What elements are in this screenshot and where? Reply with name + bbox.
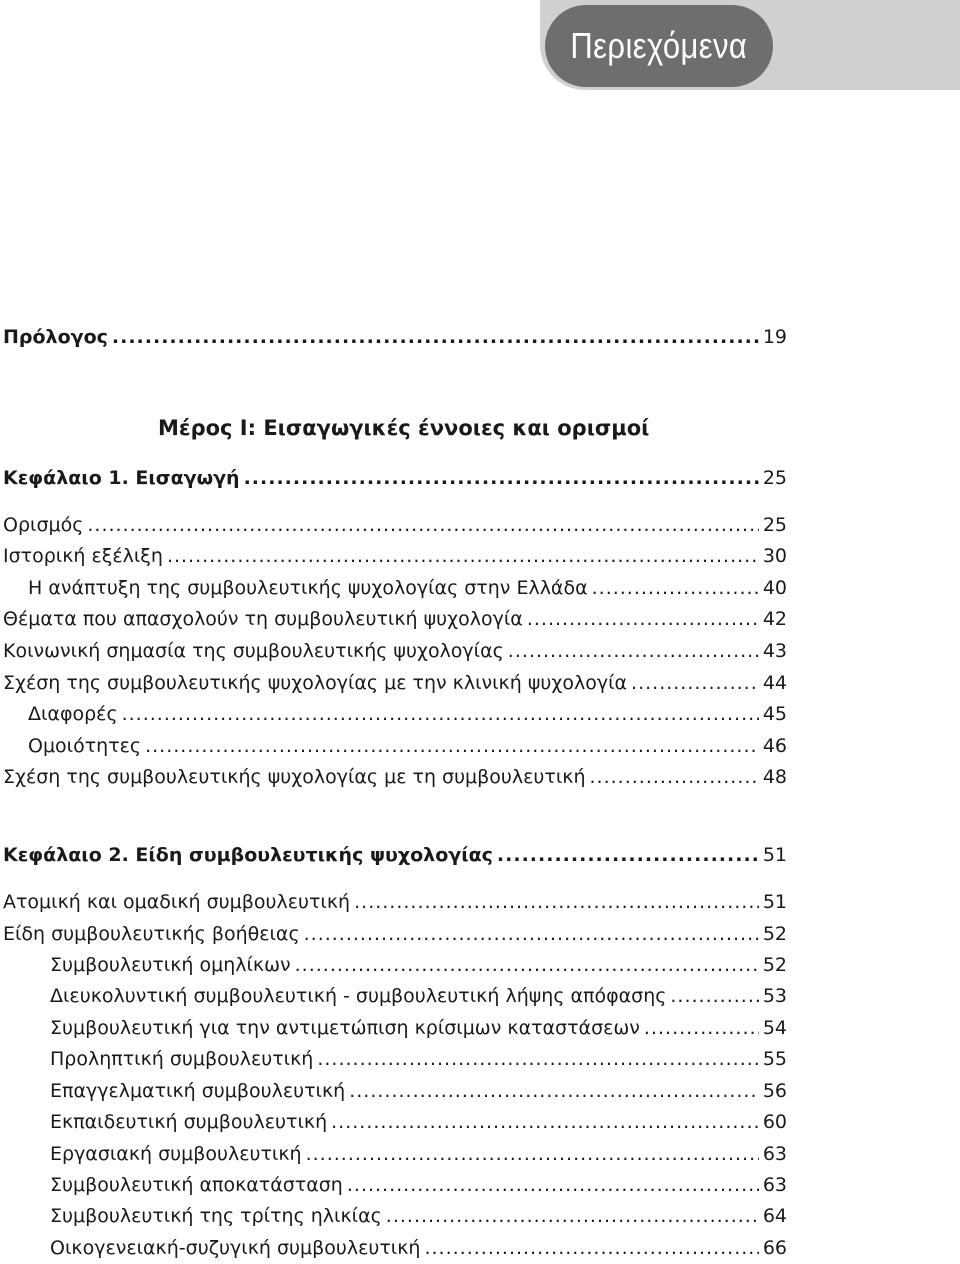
toc-entry[interactable]	[0, 635, 787, 667]
toc-entry[interactable]	[0, 698, 787, 730]
toc-leader	[354, 886, 759, 918]
toc-entry-page: 63	[762, 1143, 787, 1165]
toc-leader	[508, 635, 759, 667]
toc-leader	[317, 1043, 758, 1075]
toc-entry-page: 30	[762, 545, 787, 567]
toc-entry-label: Διαφορές	[28, 703, 118, 725]
toc-leader	[87, 509, 758, 541]
toc-entry-page: 45	[762, 703, 787, 725]
toc-entry-label: Σχέση της συμβουλευτικής ψυχολογίας με την κλινική ψυχολογία	[3, 672, 628, 694]
toc-entry[interactable]	[0, 1075, 787, 1107]
toc-chapter-1[interactable]	[0, 462, 787, 494]
toc-entry[interactable]	[0, 603, 787, 635]
toc-entry[interactable]	[0, 509, 787, 541]
toc-chapter-2[interactable]	[0, 839, 787, 871]
toc-entry[interactable]	[0, 980, 787, 1012]
page-title: Περιεχόμενα	[570, 25, 748, 66]
toc-entry-label: Ορισμός	[3, 514, 84, 536]
toc-entry-page: 56	[762, 1080, 787, 1102]
toc-entry-page: 42	[762, 608, 787, 630]
toc-entry-label: Ατομική και ομαδική συμβουλευτική	[3, 891, 351, 913]
toc-entry[interactable]	[0, 1138, 787, 1170]
toc-entry-page: 48	[762, 766, 787, 788]
toc-entry-label: Είδη συμβουλευτικής βοήθειας	[3, 923, 300, 945]
toc-entry-label: Επαγγελματική συμβουλευτική	[50, 1080, 346, 1102]
toc-entry-page: 46	[762, 735, 787, 757]
toc-entry-label: Η ανάπτυξη της συμβουλευτικής ψυχολογίας στην Ελλάδα	[28, 577, 588, 599]
toc-leader	[167, 540, 759, 572]
toc-leader	[590, 761, 759, 793]
toc-leader	[592, 572, 759, 604]
toc-entry-label: Οικογενειακή-συζυγική συμβουλευτική	[50, 1237, 421, 1259]
toc-entry-page: 53	[762, 985, 787, 1007]
toc-leader	[386, 1200, 759, 1232]
toc-leader	[349, 1075, 759, 1107]
toc-entry[interactable]	[0, 1012, 787, 1044]
toc-entry[interactable]	[0, 918, 787, 950]
toc-entry[interactable]	[0, 949, 787, 981]
toc-entry-page: 51	[762, 844, 787, 866]
toc-entry-label: Συμβουλευτική ομηλίκων	[50, 954, 291, 976]
toc-entry-page: 60	[762, 1111, 787, 1133]
toc-entry-label: Συμβουλευτική της τρίτης ηλικίας	[50, 1205, 382, 1227]
toc-entry-page: 63	[762, 1174, 787, 1196]
toc-entry-page: 44	[762, 672, 787, 694]
header-pill	[545, 5, 773, 87]
toc-entry[interactable]	[0, 667, 787, 699]
toc-entry-label: Ιστορική εξέλιξη	[3, 545, 163, 567]
toc-entry[interactable]	[0, 730, 787, 762]
toc-entry-page: 19	[762, 326, 787, 348]
toc-entry-page: 25	[762, 514, 787, 536]
toc-entry-label: Θέματα που απασχολούν τη συμβουλευτική ψυχολογία	[3, 608, 523, 630]
toc-leader	[112, 321, 759, 353]
toc-chapter-title: Κεφάλαιο 2. Είδη συμβουλευτικής ψυχολογίας	[3, 844, 493, 866]
toc-entry[interactable]	[0, 761, 787, 793]
toc-entry-label: Διευκολυντική συμβουλευτική - συμβουλευτική λήψης απόφασης	[50, 985, 667, 1007]
toc-entry-label: Σχέση της συμβουλευτικής ψυχολογίας με τη συμβουλευτική	[3, 766, 586, 788]
toc-entry-page: 55	[762, 1048, 787, 1070]
toc-entry[interactable]	[0, 886, 787, 918]
toc-entry-label: Πρόλογος	[3, 326, 108, 348]
toc-entry-page: 52	[762, 954, 787, 976]
toc-chapter-title: Κεφάλαιο 1. Εισαγωγή	[3, 467, 240, 489]
toc-leader	[644, 1012, 759, 1044]
toc-entry-page: 40	[762, 577, 787, 599]
toc-entry[interactable]	[0, 1169, 787, 1201]
toc-entry-label: Εκπαιδευτική συμβουλευτική	[50, 1111, 328, 1133]
toc-leader	[670, 980, 758, 1012]
toc-entry-label: Εργασιακή συμβουλευτική	[50, 1143, 302, 1165]
toc-entry-page: 64	[762, 1205, 787, 1227]
toc-leader	[244, 462, 759, 494]
toc-leader	[497, 839, 759, 871]
toc-entry-label: Ομοιότητες	[28, 735, 142, 757]
toc-entry[interactable]	[0, 540, 787, 572]
toc-entry-page: 52	[762, 923, 787, 945]
toc-entry[interactable]	[0, 572, 787, 604]
toc-entry-label: Κοινωνική σημασία της συμβουλευτικής ψυχολογίας	[3, 640, 504, 662]
toc-leader	[347, 1169, 759, 1201]
toc-entry-page: 43	[762, 640, 787, 662]
toc-leader	[631, 667, 759, 699]
toc-entry-page: 66	[762, 1237, 787, 1259]
toc-leader	[331, 1106, 759, 1138]
part-heading: Μέρος Ι: Εισαγωγικές έννοιες και ορισμοί	[158, 416, 650, 440]
toc-entry-page: 51	[762, 891, 787, 913]
toc-entry-label: Συμβουλευτική αποκατάσταση	[50, 1174, 343, 1196]
toc-entry-page: 25	[762, 467, 787, 489]
toc-leader	[122, 698, 759, 730]
toc-leader	[527, 603, 759, 635]
toc-leader	[306, 1138, 759, 1170]
toc-leader	[295, 949, 759, 981]
toc-entry[interactable]	[0, 1200, 787, 1232]
toc-leader	[424, 1232, 758, 1264]
toc-leader	[145, 730, 759, 762]
toc-entry-preface[interactable]	[0, 321, 787, 353]
toc-entry-label: Προληπτική συμβουλευτική	[50, 1048, 314, 1070]
toc-entry[interactable]	[0, 1106, 787, 1138]
toc-entry[interactable]	[0, 1232, 787, 1264]
toc-entry-page: 54	[762, 1017, 787, 1039]
toc-entry-label: Συμβουλευτική για την αντιμετώπιση κρίσιμων καταστάσεων	[50, 1017, 640, 1039]
toc-entry[interactable]	[0, 1043, 787, 1075]
toc-leader	[304, 918, 759, 950]
